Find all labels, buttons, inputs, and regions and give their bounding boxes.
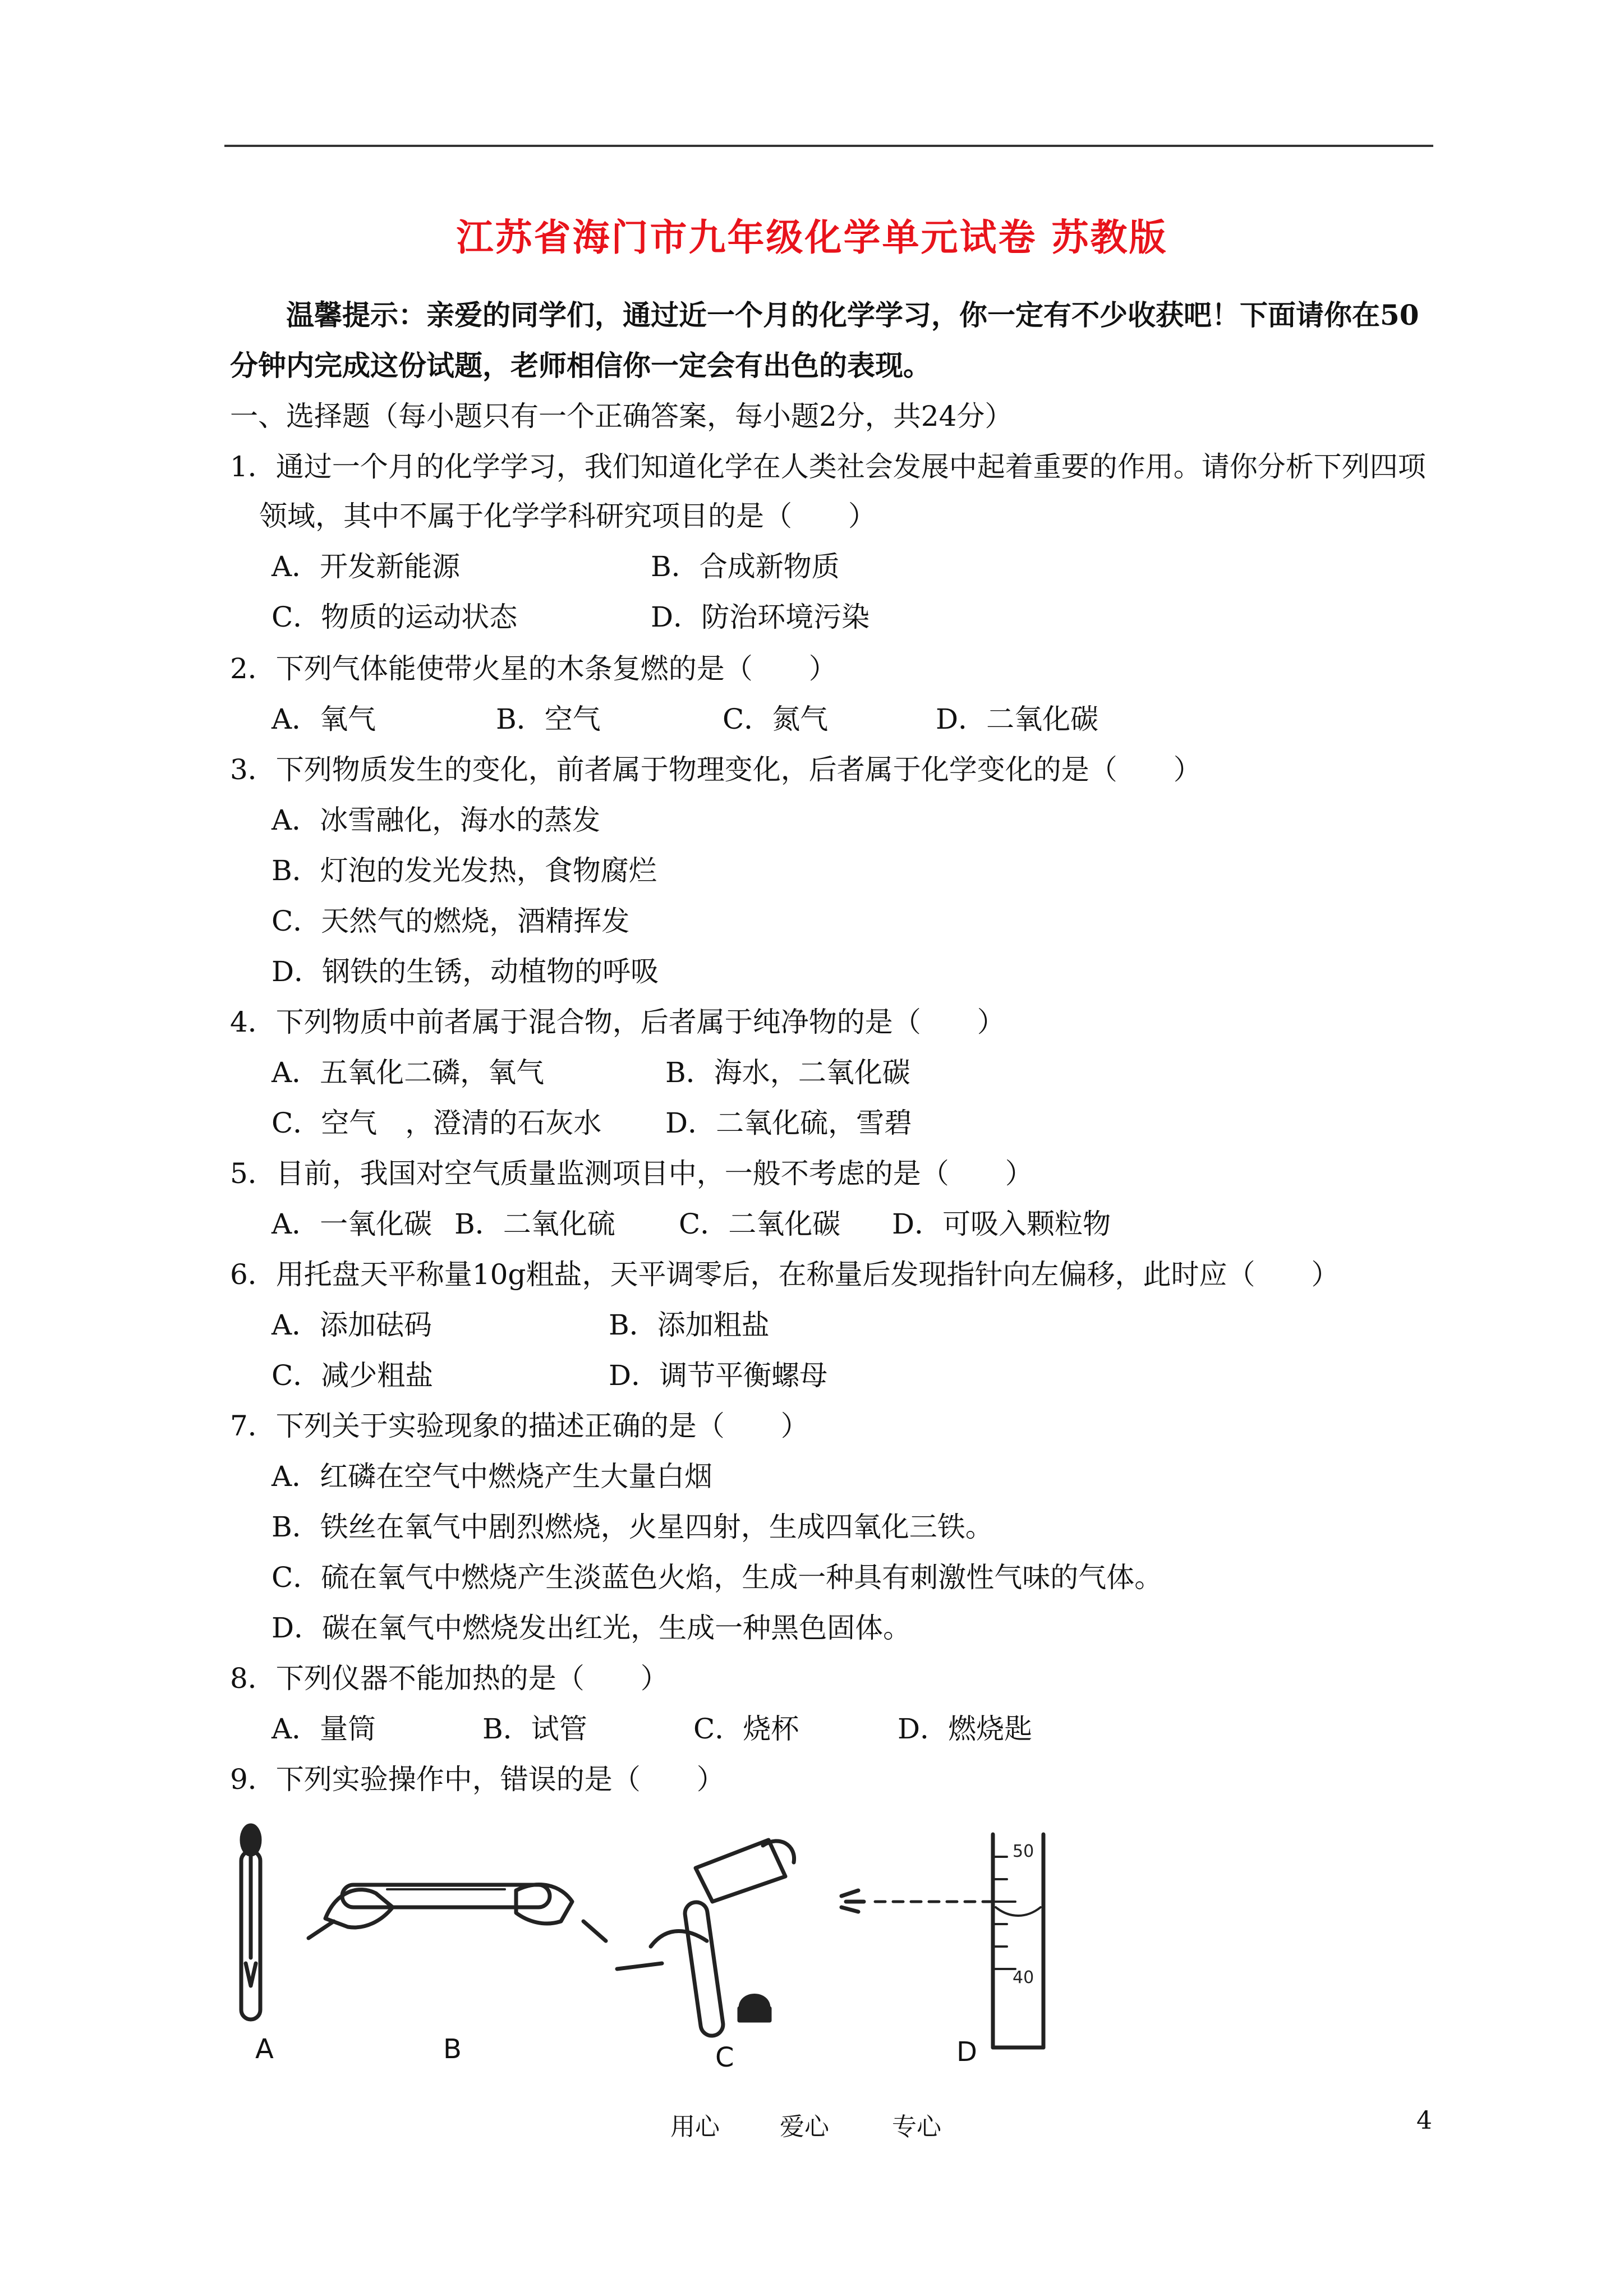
figure-d-reading-cylinder (841, 1834, 1043, 2047)
header-rule (224, 145, 1433, 147)
q4-option-a: A．五氧化二磷，氧气 (272, 1056, 545, 1089)
q2-option-b: B．空气 (496, 703, 601, 735)
question-1-stem: 1．通过一个月的化学学习，我们知道化学在人类社会发展中起着重要的作用。请你分析下列四项 (230, 450, 1426, 483)
q4-option-d: D．二氧化硫，雪碧 (665, 1107, 913, 1139)
question-6-stem: 6．用托盘天平称量10g粗盐，天平调零后，在称量后发现指针向左偏移，此时应（ ） (230, 1258, 1340, 1291)
question-4-stem: 4．下列物质中前者属于混合物，后者属于纯净物的是（ ） (230, 1006, 1005, 1038)
q8-option-a: A．量筒 (272, 1713, 376, 1745)
q4-option-c: C．空气 ，澄清的石灰水 (272, 1107, 602, 1139)
q5-option-a: A．一氧化碳 (272, 1208, 433, 1240)
figure-label-c: C (715, 2042, 734, 2073)
cylinder-mark-40: 40 (1013, 1968, 1034, 1987)
figure-c-pouring-liquid (617, 1840, 794, 2037)
footer-item-3: 专心 (892, 2113, 941, 2141)
page-number: 4 (1416, 2106, 1432, 2135)
question-1-stem-cont: 领域，其中不属于化学学科研究项目的是（ ） (259, 500, 876, 532)
lab-operations-figure (224, 1823, 1122, 2092)
q7-option-b: B．铁丝在氧气中剧烈燃烧，火星四射，生成四氧化三铁。 (272, 1511, 993, 1543)
q5-option-c: C．二氧化碳 (679, 1208, 841, 1240)
tip-line-2: 分钟内完成这份试题，老师相信你一定会有出色的表现。 (230, 349, 931, 382)
q1-option-d: D．防治环境污染 (651, 601, 870, 633)
q3-option-c: C．天然气的燃烧，酒精挥发 (272, 905, 630, 937)
q3-option-b: B．灯泡的发光发热，食物腐烂 (272, 854, 657, 887)
figure-label-b: B (443, 2033, 462, 2065)
footer-item-2: 爱心 (780, 2113, 829, 2141)
q7-option-a: A．红磷在空气中燃烧产生大量白烟 (272, 1460, 713, 1493)
footer-item-1: 用心 (670, 2113, 720, 2141)
question-7-stem: 7．下列关于实验现象的描述正确的是（ ） (230, 1410, 809, 1442)
q8-option-c: C．烧杯 (693, 1713, 799, 1745)
q7-option-c: C．硫在氧气中燃烧产生淡蓝色火焰，生成一种具有刺激性气味的气体。 (272, 1561, 1163, 1594)
q5-option-b: B．二氧化硫 (454, 1208, 615, 1240)
q5-option-d: D．可吸入颗粒物 (892, 1208, 1111, 1240)
q3-option-d: D．钢铁的生锈，动植物的呼吸 (272, 955, 659, 988)
q1-option-b: B．合成新物质 (651, 550, 840, 583)
section-heading: 一、选择题（每小题只有一个正确答案，每小题2分，共24分） (230, 400, 1013, 432)
question-3-stem: 3．下列物质发生的变化，前者属于物理变化，后者属于化学变化的是（ ） (230, 753, 1202, 786)
q7-option-d: D．碳在氧气中燃烧发出红光，生成一种黑色固体。 (272, 1612, 912, 1644)
page-title: 江苏省海门市九年级化学单元试卷 苏教版 (456, 215, 1168, 259)
q6-option-a: A．添加砝码 (272, 1309, 433, 1341)
q3-option-a: A．冰雪融化，海水的蒸发 (272, 804, 601, 836)
figure-label-a: A (255, 2033, 274, 2065)
q2-option-d: D．二氧化碳 (936, 703, 1099, 735)
q2-option-a: A．氧气 (272, 703, 376, 735)
q4-option-b: B．海水，二氧化碳 (665, 1056, 910, 1089)
q6-option-d: D．调节平衡螺母 (609, 1359, 828, 1392)
question-5-stem: 5．目前，我国对空气质量监测项目中，一般不考虑的是（ ） (230, 1157, 1033, 1190)
q8-option-b: B．试管 (482, 1713, 587, 1745)
q6-option-c: C．减少粗盐 (272, 1359, 434, 1392)
q1-option-a: A．开发新能源 (272, 550, 461, 583)
q2-option-c: C．氮气 (723, 703, 829, 735)
question-2-stem: 2．下列气体能使带火星的木条复燃的是（ ） (230, 652, 837, 685)
q6-option-b: B．添加粗盐 (609, 1309, 770, 1341)
figure-b-hands-holding-test-tube (309, 1885, 606, 1941)
tip-line-1: 温馨提示：亲爱的同学们，通过近一个月的化学学习，你一定有不少收获吧！下面请你在50 (286, 298, 1419, 332)
q1-option-c: C．物质的运动状态 (272, 601, 518, 633)
cylinder-mark-50: 50 (1013, 1842, 1034, 1861)
q8-option-d: D．燃烧匙 (898, 1713, 1033, 1745)
figure-label-d: D (956, 2036, 977, 2068)
question-8-stem: 8．下列仪器不能加热的是（ ） (230, 1662, 669, 1695)
question-9-stem: 9．下列实验操作中，错误的是（ ） (230, 1763, 725, 1796)
figure-a-dropper-in-test-tube (241, 1825, 260, 2019)
